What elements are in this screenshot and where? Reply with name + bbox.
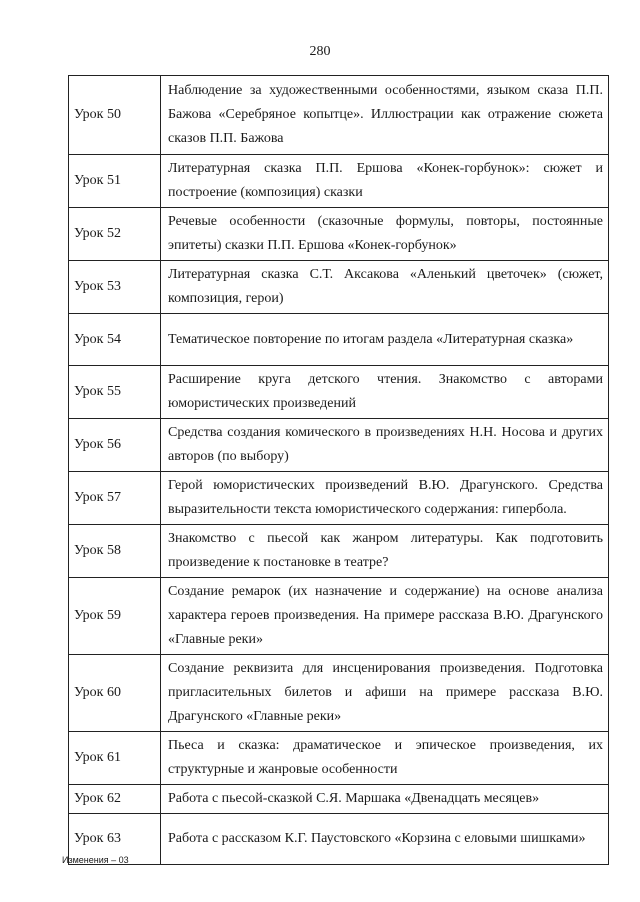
lesson-topic: Создание реквизита для инсценирования произведения. Подготовка пригласительных билетов и афиши на примере рассказа В.Ю. Драгунского «Главные реки» [161,655,609,732]
lesson-label: Урок 60 [69,655,161,732]
lesson-topic: Средства создания комического в произведениях Н.Н. Носова и других авторов (по выбору) [161,419,609,472]
lesson-label: Урок 58 [69,525,161,578]
lesson-label: Урок 53 [69,261,161,314]
lesson-label: Урок 59 [69,578,161,655]
lesson-label: Урок 63 [69,814,161,865]
table-row [69,525,609,578]
table-row [69,314,609,366]
lesson-label: Урок 51 [69,155,161,208]
table-row [69,472,609,525]
table-row [69,261,609,314]
lesson-label: Урок 55 [69,366,161,419]
lesson-topic: Литературная сказка С.Т. Аксакова «Аленький цветочек» (сюжет, композиция, герои) [161,261,609,314]
lesson-topic: Создание ремарок (их назначение и содержание) на основе анализа характера героев произведения. На примере рассказа В.Ю. Драгунского «Главные реки» [161,578,609,655]
table-row [69,155,609,208]
lesson-topic: Пьеса и сказка: драматическое и эпическое произведения, их структурные и жанровые особенности [161,732,609,785]
page-number: 280 [309,44,331,59]
lesson-label: Урок 50 [69,76,161,155]
table-row [69,208,609,261]
table-row [69,785,609,814]
table-row [69,76,609,155]
table-row [69,655,609,732]
lesson-label: Урок 54 [69,314,161,366]
lesson-topic: Тематическое повторение по итогам раздела «Литературная сказка» [161,314,609,366]
lesson-label: Урок 56 [69,419,161,472]
lesson-label: Урок 57 [69,472,161,525]
table-row [69,419,609,472]
lesson-topic: Знакомство с пьесой как жанром литературы. Как подготовить произведение к постановке в театре? [161,525,609,578]
lesson-topic: Расширение круга детского чтения. Знакомство с авторами юмористических произведений [161,366,609,419]
lesson-topic: Работа с пьесой-сказкой С.Я. Маршака «Двенадцать месяцев» [161,785,609,814]
lesson-label: Урок 62 [69,785,161,814]
footer-revision-note: Изменения – 03 [62,855,129,865]
lesson-topic: Работа с рассказом К.Г. Паустовского «Корзина с еловыми шишками» [161,814,609,865]
table-row [69,814,609,865]
lesson-label: Урок 61 [69,732,161,785]
lesson-label: Урок 52 [69,208,161,261]
lesson-topic: Речевые особенности (сказочные формулы, повторы, постоянные эпитеты) сказки П.П. Ершова «Конек-горбунок» [161,208,609,261]
lessons-table [68,75,609,865]
table-row [69,732,609,785]
table-row [69,366,609,419]
lesson-topic: Герой юмористических произведений В.Ю. Драгунского. Средства выразительности текста юмористического содержания: гипербола. [161,472,609,525]
lesson-topic: Наблюдение за художественными особенностями, языком сказа П.П. Бажова «Серебряное копытце». Иллюстрации как отражение сюжета сказов П.П. Бажова [161,76,609,155]
lesson-topic: Литературная сказка П.П. Ершова «Конек-горбунок»: сюжет и построение (композиция) сказки [161,155,609,208]
table-row [69,578,609,655]
